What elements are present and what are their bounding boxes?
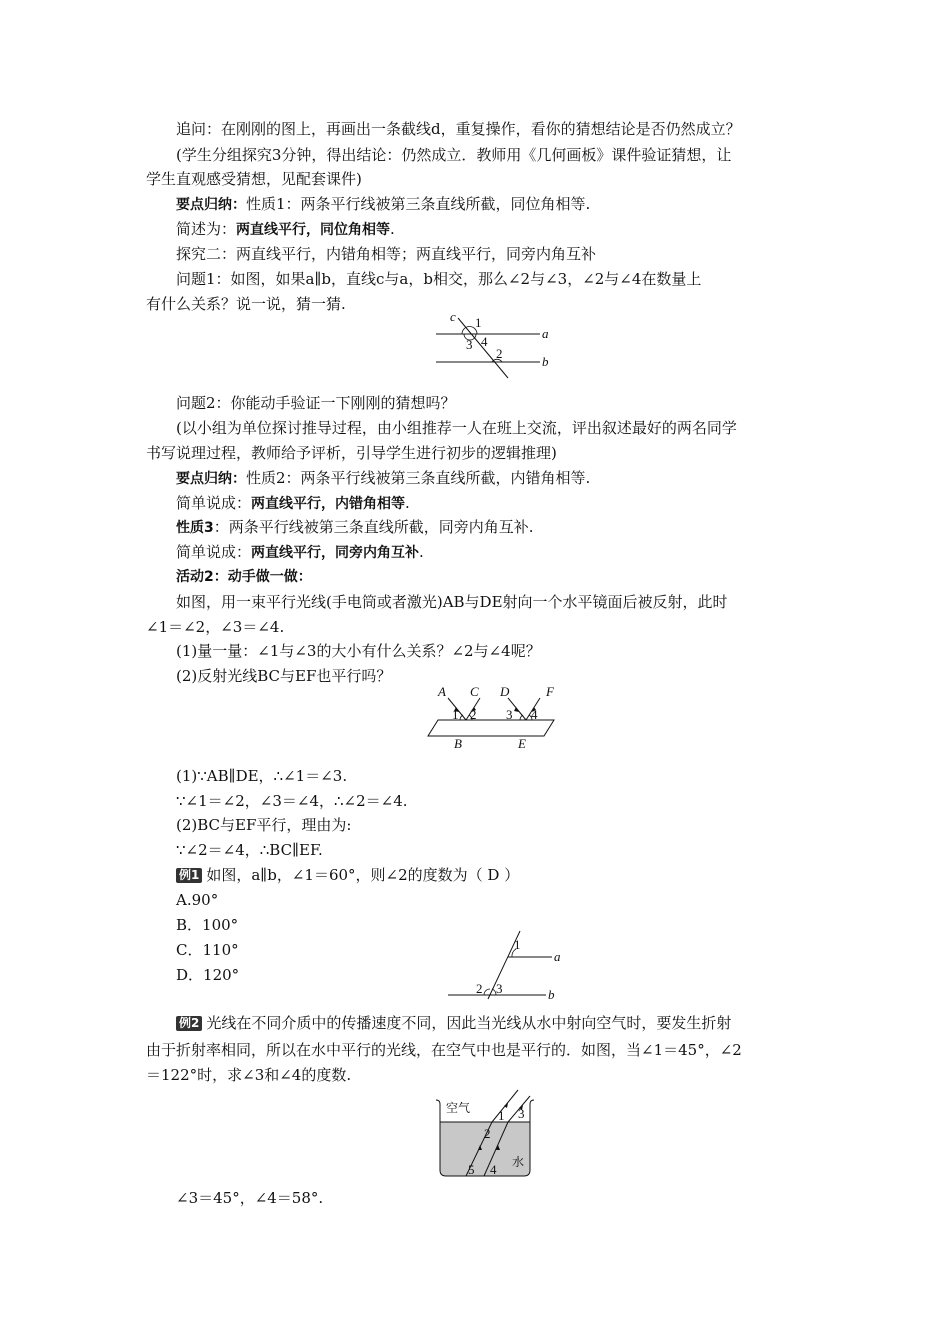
brief-property-1 [176, 219, 395, 240]
figure-example-1 [440, 925, 580, 1003]
followup-question: 追问：在刚刚的图上，再画出一条截线d，重复操作，看你的猜想结论是否仍然成立？ [176, 120, 741, 138]
summary-property-2 [176, 468, 590, 489]
angle-4-label: 4 [531, 707, 538, 722]
group-discussion-line-2: 书写说理过程，教师给予评析，引导学生进行初步的逻辑推理) [146, 444, 557, 462]
summary-text: 性质1：两条平行线被第三条直线所截，同位角相等. [246, 195, 591, 213]
activity-2-title: 活动2：动手做一做： [176, 569, 312, 585]
water-label: 水 [512, 1155, 525, 1169]
angle-1-label: 1 [514, 937, 521, 952]
angle-2-label: 2 [484, 1126, 491, 1141]
angle-3-label: 3 [496, 981, 503, 996]
property-3 [176, 517, 534, 538]
figure-refraction-beaker [432, 1088, 542, 1180]
question-2: 问题2：你能动手验证一下刚刚的猜想吗？ [176, 394, 456, 412]
activity-2-desc-line-1: 如图，用一束平行光线(手电筒或者激光)AB与DE射向一个水平镜面后被反射，此时 [176, 593, 728, 611]
solution-step-3: (2)BC与EF平行，理由为: [176, 816, 352, 834]
label-a: a [542, 326, 549, 341]
solution-step-2: ∵∠1＝∠2，∠3＝∠4，∴∠2＝∠4. [176, 792, 408, 810]
option-c: C．110° [176, 941, 239, 959]
label-B: B [454, 736, 462, 751]
student-activity-line-1: (学生分组探究3分钟，得出结论：仍然成立．教师用《几何画板》课件验证猜想，让 [176, 146, 732, 164]
angle-1-label: 1 [452, 707, 459, 722]
label-a: a [554, 949, 561, 964]
brief-text: 两直线平行，同旁内角互补 [251, 545, 420, 561]
brief-property-3 [176, 542, 424, 563]
example-2-line-2: 由于折射率相同，所以在水中平行的光线，在空气中也是平行的．如图，当∠1＝45°，∠2 [146, 1041, 742, 1059]
angle-1-label: 1 [475, 315, 482, 330]
angle-2-label: 2 [496, 346, 503, 361]
label-D: D [500, 684, 510, 699]
label-E: E [518, 736, 526, 751]
brief-label: 简述为： [176, 220, 237, 238]
figure-mirror-reflection [424, 684, 564, 752]
brief-text: 两直线平行，内错角相等 [251, 496, 406, 512]
summary-label: 要点归纳： [176, 471, 246, 487]
activity-2-question-1: (1)量一量：∠1与∠3的大小有什么关系？∠2与∠4呢？ [176, 642, 541, 660]
option-d: D．120° [176, 966, 240, 984]
solution-step-1: (1)∵AB∥DE，∴∠1＝∠3. [176, 767, 348, 785]
example-1-text: 如图，a∥b，∠1＝60°，则∠2的度数为（ D ） [206, 866, 520, 884]
brief-label: 简单说成： [176, 543, 252, 561]
question-1-line-2: 有什么关系？说一说，猜一猜. [146, 295, 346, 313]
label-b: b [542, 354, 549, 369]
brief-end: . [405, 494, 410, 512]
example-2-answer: ∠3＝45°，∠4＝58°. [176, 1189, 324, 1207]
angle-3-label: 3 [518, 1106, 525, 1121]
air-label: 空气 [446, 1101, 471, 1115]
exploration-2-title: 探究二：两直线平行，内错角相等；两直线平行，同旁内角互补 [176, 245, 597, 263]
student-activity-line-2: 学生直观感受猜想，见配套课件) [146, 170, 362, 188]
brief-end: . [419, 543, 424, 561]
angle-1-label: 1 [498, 1108, 505, 1123]
figure-parallel-lines-transversal [430, 310, 560, 382]
option-b: B．100° [176, 916, 239, 934]
question-1-line-1: 问题1：如图，如果a∥b，直线c与a，b相交，那么∠2与∠3，∠2与∠4在数量上 [176, 270, 702, 288]
example-2-badge: 例2 [176, 1016, 202, 1031]
brief-text: 两直线平行，同位角相等 [236, 222, 391, 238]
brief-end: . [390, 220, 395, 238]
angle-3-label: 3 [506, 707, 513, 722]
property-3-label: 性质3 [176, 520, 214, 536]
brief-label: 简单说成： [176, 494, 252, 512]
example-2-line-1 [176, 1013, 731, 1033]
angle-5-label: 5 [468, 1162, 475, 1177]
angle-4-label: 4 [490, 1162, 497, 1177]
example-1-question [176, 865, 519, 885]
label-C: C [470, 684, 479, 699]
label-c: c [450, 309, 456, 324]
activity-2-desc-line-2: ∠1＝∠2，∠3＝∠4. [146, 618, 285, 636]
summary-property-1 [176, 194, 590, 215]
angle-2-label: 2 [476, 981, 483, 996]
example-2-text: 光线在不同介质中的传播速度不同，因此当光线从水中射向空气时，要发生折射 [206, 1014, 732, 1032]
summary-text: 性质2：两条平行线被第三条直线所截，内错角相等. [246, 469, 591, 487]
property-3-text: ：两条平行线被第三条直线所截，同旁内角互补. [213, 518, 534, 536]
summary-label: 要点归纳： [176, 197, 246, 213]
angle-4-label: 4 [481, 334, 488, 349]
label-b: b [548, 987, 555, 1002]
label-F: F [546, 684, 554, 699]
label-A: A [438, 684, 446, 699]
group-discussion-line-1: (以小组为单位探讨推导过程，由小组推荐一人在班上交流，评出叙述最好的两名同学 [176, 419, 737, 437]
brief-property-2 [176, 493, 410, 514]
activity-2-question-2: (2)反射光线BC与EF也平行吗？ [176, 667, 392, 685]
angle-3-label: 3 [466, 337, 473, 352]
example-2-line-3: ＝122°时，求∠3和∠4的度数. [146, 1066, 352, 1084]
solution-step-4: ∵∠2＝∠4，∴BC∥EF. [176, 841, 323, 859]
example-1-badge: 例1 [176, 868, 202, 883]
angle-2-label: 2 [470, 707, 477, 722]
option-a: A.90° [176, 891, 219, 909]
